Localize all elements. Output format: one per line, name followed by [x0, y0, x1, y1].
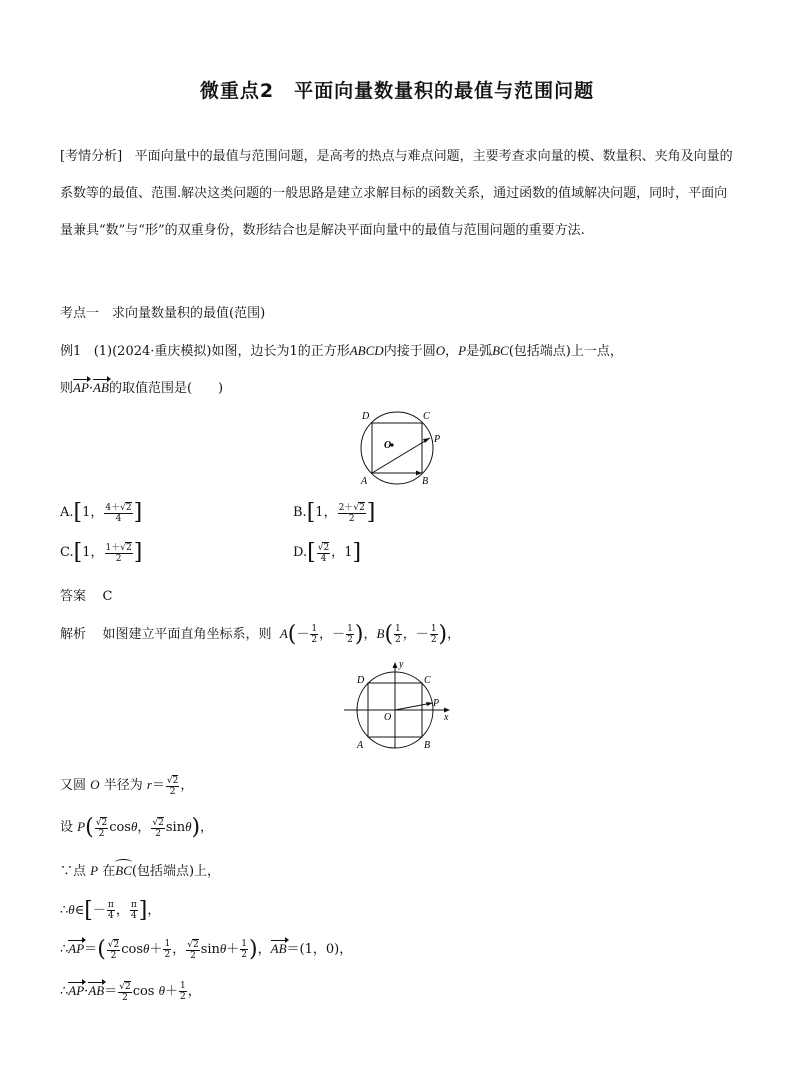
choice-b-den: 2 — [348, 513, 355, 524]
choice-a-label: A. — [60, 505, 74, 520]
choice-b-rad: 2 — [359, 502, 365, 513]
radius-symbol: r — [146, 777, 152, 792]
dot: · — [84, 984, 89, 999]
fig2-label-b: B — [424, 740, 431, 751]
frac-num: 1 — [395, 624, 401, 634]
pi: π — [130, 900, 137, 910]
fig2-label-c: C — [424, 675, 431, 686]
frac-den: 2 — [98, 828, 105, 839]
theta: θ — [158, 983, 166, 998]
rad: 2 — [124, 981, 131, 992]
frac-den: 2 — [155, 828, 161, 839]
cos: cos — [109, 820, 131, 835]
circle-name: O — [435, 343, 446, 358]
four: 4 — [108, 911, 114, 921]
frac-den: 2 — [241, 950, 248, 960]
cos: cos — [121, 942, 144, 957]
theta: θ — [68, 902, 75, 917]
text: 半径为 — [103, 778, 143, 793]
ap-vector-line: ∴AP＝( $\frac{√2}{2}$ cosθ＋ $\frac{1}{2}$ ， $\frac{√2}{2}$ sinθ＋ $\frac{1}{2}$ )，AB＝(1，0)， — [60, 937, 353, 962]
comma: ， — [445, 344, 459, 359]
fig1-label-d: D — [362, 411, 370, 422]
point-name: P — [458, 343, 467, 358]
choice-d-den: 4 — [320, 553, 327, 564]
sin: sin — [200, 942, 220, 957]
example-text-4: 则 — [60, 381, 74, 396]
therefore: ∴ — [60, 903, 69, 918]
frac: $\frac{√2}{2}$ — [95, 817, 108, 839]
choice-b-label: B. — [293, 505, 307, 520]
choice-b-low: 1 — [315, 505, 324, 520]
theta: θ — [185, 819, 192, 834]
figure-circle-square — [348, 406, 448, 486]
choice-b[interactable]: B.[1， $\frac{2+√2}{2}$ ] — [293, 500, 376, 525]
frac — [179, 981, 187, 1002]
section-heading: 考点一 求向量数量积的最值(范围) — [60, 306, 266, 321]
theta-range-line: ∴θ∈[－ $\frac{\pi}{4}$ ， $\frac{\pi}{4}$ ]， — [60, 898, 161, 923]
frac-num: 1 — [430, 624, 437, 634]
fig2-label-o: O — [384, 712, 392, 723]
frac — [163, 939, 171, 960]
vector-ap: AP — [73, 380, 89, 395]
frac-ay — [346, 624, 354, 645]
fig2-label-d: D — [357, 675, 365, 686]
text: 在 — [102, 864, 116, 879]
frac-den: 2 — [180, 992, 186, 1002]
example-text-2: 是弧 — [466, 344, 493, 359]
vector-ap: AP — [68, 941, 85, 956]
example-source: (1)(2024·重庆模拟)如图，边长为1的正方形 — [93, 344, 350, 359]
frac-den: 2 — [190, 950, 196, 961]
ab-value: ＝(1，0)， — [286, 942, 353, 957]
choice-a[interactable]: A.[1， $\frac{4+√2}{4}$ ] — [60, 500, 143, 525]
dot-product-line: ∴AP·AB＝ $\frac{√2}{2}$ cos θ＋ $\frac{1}{2}$ ， — [60, 981, 201, 1003]
theta: θ — [143, 941, 150, 956]
vector-ab: AB — [270, 941, 287, 956]
plus: ＋ — [226, 942, 240, 957]
point-p: P — [90, 863, 99, 878]
answer-line — [60, 585, 113, 604]
frac — [240, 939, 248, 960]
vector-ab: AB — [88, 983, 105, 998]
choice-c-num: 1＋ — [105, 542, 121, 553]
plus: ＋ — [165, 984, 179, 999]
frac-den: 2 — [110, 950, 117, 961]
vector-ap: AP — [68, 983, 85, 998]
frac-by — [430, 624, 438, 645]
choice-d-frac: $\frac{√2}{4}$ — [317, 542, 330, 564]
arc-name: BC — [492, 343, 509, 358]
frac-bx — [394, 624, 402, 645]
frac-r: $\frac{√2}{2}$ — [166, 775, 179, 797]
rad: 2 — [192, 939, 199, 950]
example-question: 的取值范围是( ) — [108, 381, 224, 396]
rad: 2 — [172, 775, 179, 786]
frac-den: 2 — [311, 635, 318, 645]
choice-d-rad: 2 — [323, 542, 330, 553]
sign: － — [415, 627, 429, 642]
frac: $\frac{√2}{2}$ — [187, 939, 199, 961]
four: 4 — [130, 911, 137, 921]
frac-ax — [310, 624, 318, 645]
choice-c-low: 1 — [82, 545, 91, 560]
choice-a-frac: $\frac{4+√2}{4}$ — [105, 502, 132, 524]
sign: － — [92, 903, 106, 918]
solution-text: 如图建立平面直角坐标系，则 — [102, 627, 272, 642]
solution-line: 解析 如图建立平面直角坐标系，则 A(－ $\frac{1}{2}$ ，－ $\frac{1}{2}$ )，B( $\frac{1}{2}$ ，－ $\frac{1}{2}$ )， — [60, 622, 461, 647]
fig2-label-p: P — [433, 698, 440, 709]
frac-den: 2 — [164, 950, 171, 960]
sign: － — [296, 627, 310, 642]
choice-c[interactable]: C.[1， $\frac{1+√2}{2}$ ] — [60, 540, 143, 565]
frac-den: 2 — [347, 635, 353, 645]
choice-a-num: 4＋ — [105, 502, 121, 513]
text: (包括端点)上， — [131, 864, 221, 879]
example-line-1 — [60, 340, 623, 359]
fig2-label-y: y — [399, 659, 404, 670]
rad: 2 — [101, 817, 108, 828]
frac-den: 2 — [430, 635, 437, 645]
rad: 2 — [113, 939, 120, 950]
frac: $\frac{√2}{2}$ — [107, 939, 120, 961]
rad: 2 — [158, 817, 164, 828]
analysis-paragraph — [60, 138, 740, 249]
choice-a-rad: 2 — [125, 502, 132, 513]
fig1-label-c: C — [423, 411, 430, 422]
frac-num: 1 — [164, 939, 171, 949]
solution-label: 解析 — [60, 627, 87, 642]
frac — [107, 900, 115, 921]
analysis-tag: [考情分析] — [60, 149, 123, 164]
pi: π — [107, 900, 114, 910]
frac: $\frac{√2}{2}$ — [119, 981, 131, 1003]
fig1-label-o: O — [384, 440, 392, 451]
fig1-label-a: A — [361, 476, 368, 486]
frac — [130, 900, 138, 921]
frac-den: 2 — [395, 635, 401, 645]
cos: cos — [132, 984, 155, 999]
example-text: 内接于圆 — [383, 344, 436, 359]
frac-num: 1 — [347, 624, 353, 634]
text: 设 — [60, 820, 74, 835]
analysis-text: 平面向量中的最值与范围问题，是高考的热点与难点问题，主要考查求向量的模、数量积、夹角及向量的系数等的最值、范围.解决这类问题的一般思路是建立求解目标的函数关系，通过函数的值域解决问题，同时，平面向量兼具“数”与“形”的双重身份，数形结合也是解决平面向量中的最值与范围问题的重要方法. — [60, 149, 733, 238]
example-line-2 — [60, 377, 223, 396]
text: ∵点 — [60, 864, 87, 879]
theta: θ — [130, 819, 138, 834]
set-p-line: 设 P( $\frac{√2}{2}$ cosθ， $\frac{√2}{2}$ sinθ)， — [60, 815, 214, 840]
frac-den: 2 — [169, 786, 176, 797]
plus: ＋ — [149, 942, 163, 957]
example-label: 例1 — [60, 344, 82, 359]
dot-operator: · — [88, 381, 94, 396]
theta: θ — [219, 941, 227, 956]
point-b: B — [376, 626, 385, 641]
sin: sin — [165, 820, 186, 835]
choice-b-frac: $\frac{2+√2}{2}$ — [338, 502, 365, 524]
choice-c-label: C. — [60, 545, 74, 560]
example-text-3: (包括端点)上一点， — [508, 344, 623, 359]
figure-coordinate-system — [340, 658, 460, 752]
because-line — [60, 860, 220, 879]
sign: － — [332, 627, 346, 642]
point-a: A — [279, 626, 288, 641]
choice-c-frac: $\frac{1+√2}{2}$ — [105, 542, 132, 564]
answer-value: C — [102, 589, 113, 604]
frac-num: 1 — [180, 981, 186, 991]
choice-a-den: 4 — [115, 513, 122, 524]
in: ∈ — [74, 903, 85, 918]
choice-d[interactable]: D.[ $\frac{√2}{4}$ ，1] — [293, 540, 362, 565]
arc-bc: BC — [115, 863, 132, 878]
frac: $\frac{√2}{2}$ — [152, 817, 164, 839]
fig1-label-p: P — [434, 434, 441, 445]
page-title: 微重点2 平面向量数量积的最值与范围问题 — [199, 80, 595, 102]
frac-num: 1 — [311, 624, 318, 634]
fig2-label-x: x — [444, 712, 449, 723]
text: 又圆 — [60, 778, 87, 793]
frac-num: 1 — [241, 939, 248, 949]
choice-d-high: 1 — [344, 545, 353, 560]
frac-den: 2 — [122, 992, 128, 1003]
square-name: ABCD — [349, 343, 384, 358]
choice-d-label: D. — [293, 545, 308, 560]
fig2-label-a: A — [357, 740, 364, 751]
choice-a-low: 1 — [82, 505, 91, 520]
choice-b-num: 2＋ — [338, 502, 354, 513]
fig1-label-b: B — [422, 476, 429, 486]
therefore: ∴ — [60, 942, 69, 957]
vector-ab: AB — [93, 380, 109, 395]
radius-line: 又圆 O 半径为 r＝ $\frac{√2}{2}$ ， — [60, 775, 194, 797]
therefore: ∴ — [60, 984, 69, 999]
choice-c-rad: 2 — [126, 542, 132, 553]
answer-label: 答案 — [60, 589, 87, 604]
circle-name: O — [90, 777, 100, 792]
point-p: P — [77, 819, 86, 834]
choice-c-den: 2 — [115, 553, 122, 564]
